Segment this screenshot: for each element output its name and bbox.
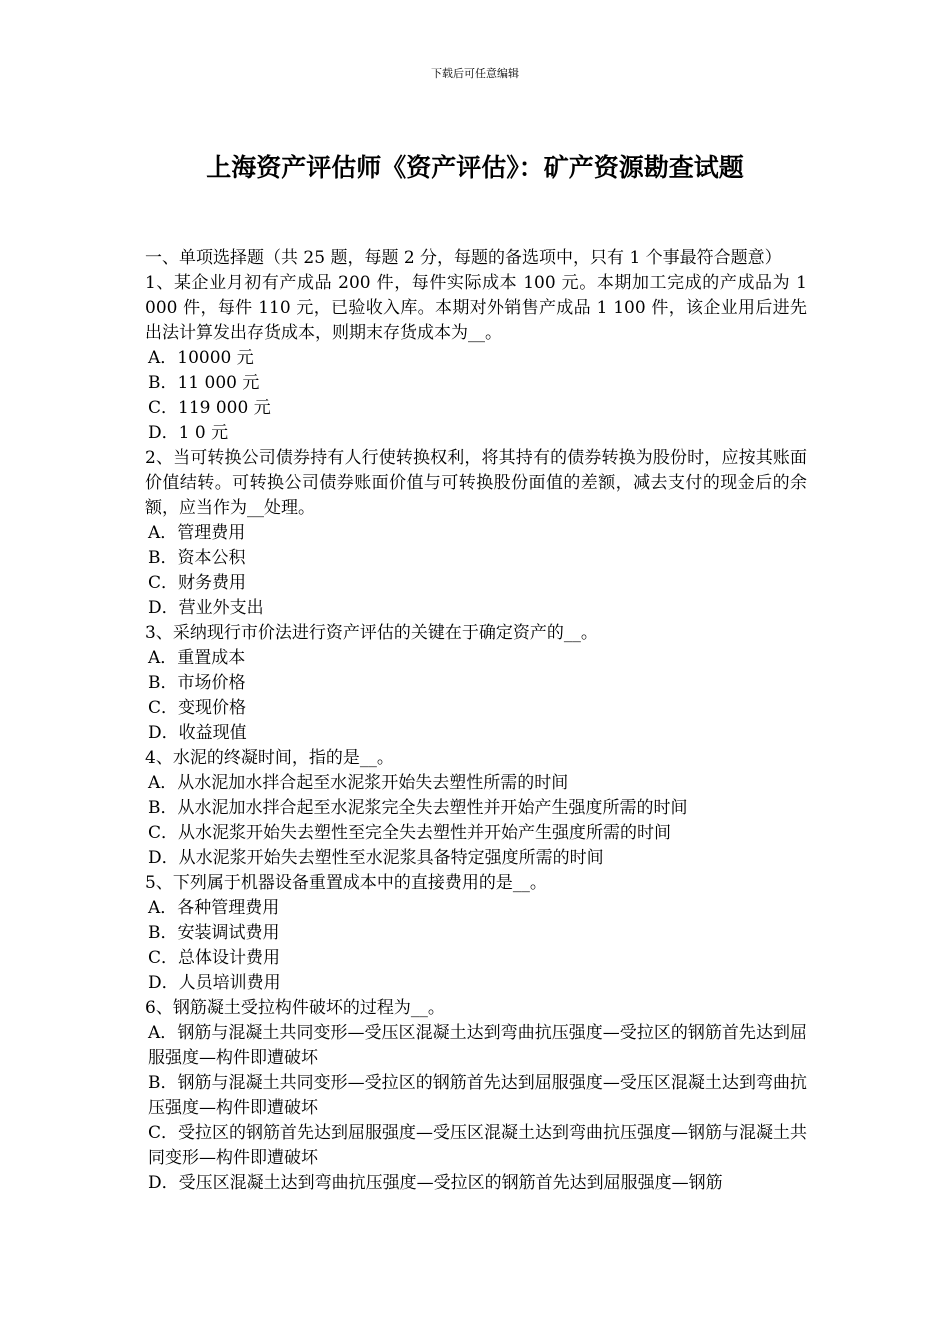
question-stem: 2、当可转换公司债券持有人行使转换权利，将其持有的债券转换为股份时，应按其账面价值结转。可转换公司债券账面价值与可转换股份面值的差额，减去支付的现金后的余额，应当作为__处理。	[145, 448, 807, 518]
question-option: A．从水泥加水拌合起至水泥浆开始失去塑性所需的时间	[148, 773, 569, 793]
document-body	[145, 246, 807, 1196]
question-option: C．总体设计费用	[148, 948, 281, 968]
question-option: A．各种管理费用	[148, 898, 280, 918]
question-option: C．受拉区的钢筋首先达到屈服强度—受压区混凝土达到弯曲抗压强度—钢筋与混凝土共同变形—构件即遭破坏	[148, 1123, 808, 1168]
question-option: D．受压区混凝土达到弯曲抗压强度—受拉区的钢筋首先达到屈服强度—钢筋	[148, 1173, 723, 1193]
question-option: D．人员培训费用	[148, 973, 281, 993]
question-option: B．安装调试费用	[148, 923, 280, 943]
question-option: D．1 0 元	[148, 423, 229, 443]
question-stem: 5、下列属于机器设备重置成本中的直接费用的是__。	[145, 873, 547, 893]
page-header: 下载后可任意编辑	[431, 67, 519, 80]
question-option: A．钢筋与混凝土共同变形—受压区混凝土达到弯曲抗压强度—受拉区的钢筋首先达到屈服强度—构件即遭破坏	[148, 1023, 807, 1068]
question-stem: 4、水泥的终凝时间，指的是__。	[145, 748, 394, 768]
question-option: C．变现价格	[148, 698, 247, 718]
question-option: D．从水泥浆开始失去塑性至水泥浆具备特定强度所需的时间	[148, 848, 604, 868]
question-option: C．财务费用	[148, 573, 247, 593]
question-option: B．资本公积	[148, 548, 246, 568]
question-option: D．收益现值	[148, 723, 247, 743]
question-option: B．市场价格	[148, 673, 246, 693]
question-stem: 6、钢筋凝土受拉构件破坏的过程为__。	[145, 998, 445, 1018]
question-option: B．从水泥加水拌合起至水泥浆完全失去塑性并开始产生强度所需的时间	[148, 798, 688, 818]
question-option: A．10000 元	[148, 348, 254, 368]
question-option: C．119 000 元	[148, 398, 271, 418]
section-heading: 一、单项选择题（共 25 题，每题 2 分，每题的备选项中，只有 1 个事最符合题意）	[145, 248, 782, 268]
question-option: C．从水泥浆开始失去塑性至完全失去塑性并开始产生强度所需的时间	[148, 823, 672, 843]
question-option: B．钢筋与混凝土共同变形—受拉区的钢筋首先达到屈服强度—受压区混凝土达到弯曲抗压强度—构件即遭破坏	[148, 1073, 807, 1118]
question-option: D．营业外支出	[148, 598, 264, 618]
question-option: A．管理费用	[148, 523, 246, 543]
document-title: 上海资产评估师《资产评估》：矿产资源勘查试题	[206, 153, 744, 182]
question-option: B．11 000 元	[148, 373, 260, 393]
question-stem: 3、采纳现行市价法进行资产评估的关键在于确定资产的__。	[145, 623, 598, 643]
question-stem: 1、某企业月初有产成品 200 件，每件实际成本 100 元。本期加工完成的产成品为 1 000 件，每件 110 元，已验收入库。本期对外销售产成品 1 100 件，该企业用后进先出法计算发出存货成本，则期末存货成本为__。	[145, 273, 807, 343]
question-option: A．重置成本	[148, 648, 246, 668]
